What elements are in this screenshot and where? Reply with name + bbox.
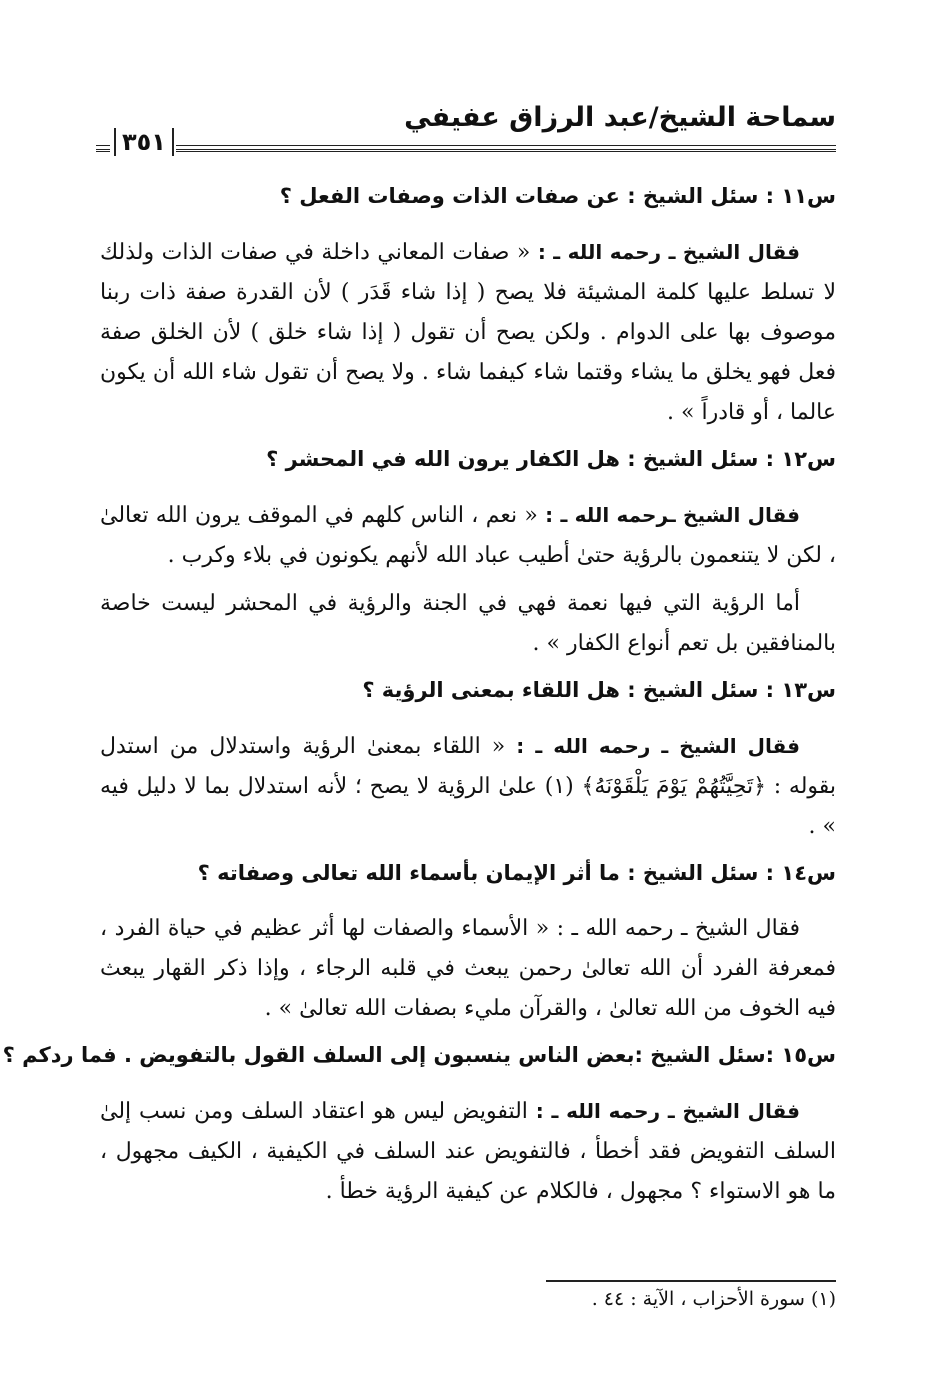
answer-paragraph [100, 584, 836, 664]
question-heading: س١٥ :سئل الشيخ :بعض الناس ينسبون إلى السلف القول بالتفويض . فما ردكم ؟ [2, 1043, 836, 1067]
header-rule [96, 128, 836, 158]
answer-lead: فقال الشيخ ـ رحمه الله ـ : [505, 734, 800, 758]
answer-text: « صفات المعاني داخلة في صفات الذات ولذلك لا تسلط عليها كلمة المشيئة فلا يصح ( إذا شاء قَدَر ) لأن القدرة صفة ذات ربنا موصوف بها على الدوام . ولكن يصح أن تقول ( إذا شاء خلق ) لأن الخلق صفة فعل فهو يخلق ما يشاء وقتما شاء كيفما شاء . ولا يصح أن تقول شاء الله أن يكون عالما ، أو قادراً » . [100, 240, 836, 425]
question-heading: س١٢ : سئل الشيخ : هل الكفار يرون الله في المحشر ؟ [266, 447, 836, 471]
answer-text: التفويض ليس هو اعتقاد السلف ومن نسب إلىٰ السلف التفويض فقد أخطأ ، فالتفويض عند السلف في الكيفية ، الكيف مجهول ، ما هو الاستواء ؟ مجهول ، فالكلام عن كيفية الرؤية خطأ . [100, 1099, 836, 1204]
running-header-title: سماحة الشيخ/عبد الرزاق عفيفي [404, 102, 836, 133]
answer-text: « اللقاء بمعنىٰ الرؤية واستدلال من استدل بقوله : ﴿تَحِيَّتُهُمْ يَوْمَ يَلْقَوْنَهُ﴾ (١) علىٰ الرؤية لا يصح ؛ لأنه استدلال بما لا دليل فيه » . [100, 734, 837, 839]
answer-paragraph [100, 495, 836, 576]
answer-paragraph [100, 909, 836, 1029]
answer-lead: فقال الشيخ ـرحمه الله ـ : [537, 503, 800, 527]
answer-paragraph [100, 726, 836, 847]
answer-text: « الأسماء والصفات لها أثر عظيم في حياة الفرد ، فمعرفة الفرد أن الله تعالىٰ رحمن يبعث في قلبه الرجاء ، وإذا ذكر القهار يبعث فيه الخوف من الله تعالىٰ ، والقرآن مليء بصفات الله تعالىٰ » . [100, 916, 836, 1021]
question-heading: س١٤ : سئل الشيخ : ما أثر الإيمان بأسماء الله تعالى وصفاته ؟ [197, 861, 836, 885]
header-rule-left-line [96, 145, 110, 152]
answer-paragraph [100, 232, 836, 433]
page-body [2, 178, 837, 1220]
answer-lead: فقال الشيخ ـ رحمه الله ـ : [530, 240, 801, 264]
answer-text: « نعم ، الناس كلهم في الموقف يرون الله تعالىٰ ، لكن لا يتنعمون بالرؤية حتىٰ أطيب عباد الله لأنهم يكونون في بلاء وكرب . [100, 503, 836, 568]
page-number: ٣٥١ [114, 128, 174, 156]
answer-lead: فقال الشيخ ـ رحمه الله ـ : [549, 916, 800, 941]
footnote: (١) سورة الأحزاب ، الآية : ٤٤ . [591, 1288, 836, 1310]
answer-paragraph [100, 1091, 836, 1212]
question-heading: س١١ : سئل الشيخ : عن صفات الذات وصفات الفعل ؟ [279, 184, 836, 208]
answer-text: أما الرؤية التي فيها نعمة فهي في الجنة والرؤية في المحشر ليست خاصة بالمنافقين بل تعم أنواع الكفار » . [100, 591, 836, 656]
question-heading: س١٣ : سئل الشيخ : هل اللقاء بمعنى الرؤية ؟ [362, 678, 836, 702]
answer-lead: فقال الشيخ ـ رحمه الله ـ : [527, 1099, 800, 1123]
footnote-separator [546, 1280, 836, 1282]
header-rule-line [176, 145, 836, 152]
